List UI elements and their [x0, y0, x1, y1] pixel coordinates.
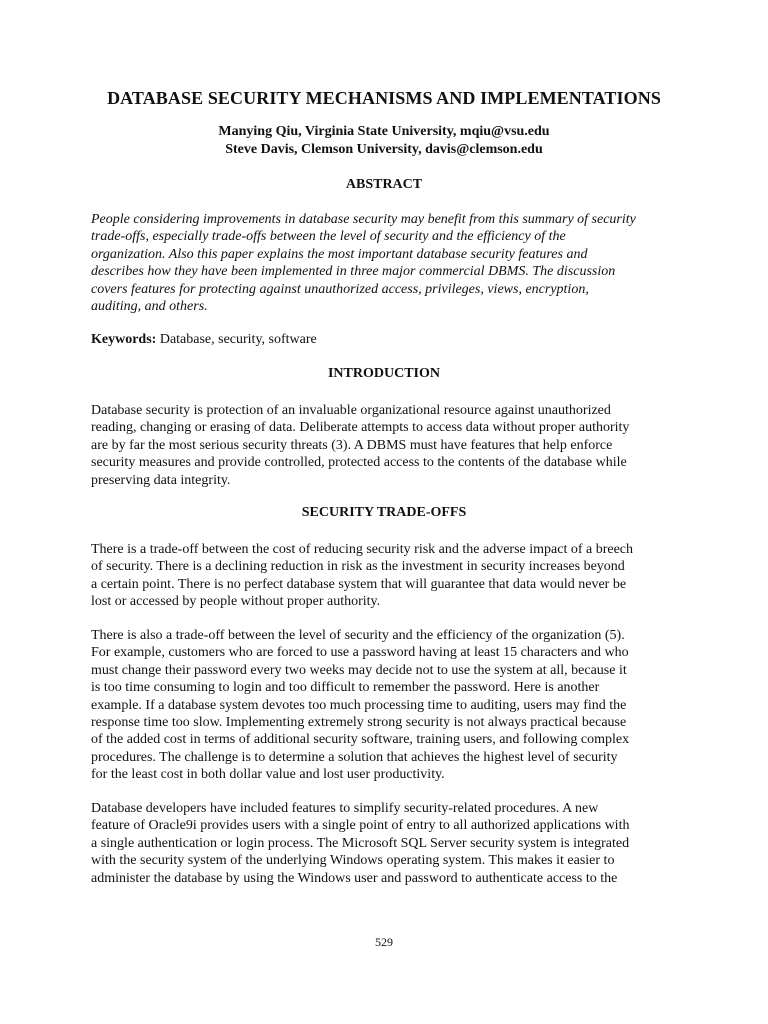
- author-line-2: Steve Davis, Clemson University, davis@clemson.edu: [225, 142, 543, 157]
- tradeoffs-paragraph-1: [91, 541, 691, 611]
- tradeoffs-line: There is a trade-off between the cost of reducing security risk and the adverse impact of a breech: [91, 542, 634, 557]
- tradeoffs-line: of the added cost in terms of additional security software, training users, and following complex: [91, 732, 630, 748]
- abstract-line: trade-offs, especially trade-offs between the level of security and the efficiency of the: [91, 229, 566, 245]
- tradeoffs-line: administer the database by using the Windows user and password to authenticate access to the: [91, 870, 618, 886]
- tradeoffs-line: Database developers have included features to simplify security-related procedures. A new: [91, 801, 599, 816]
- abstract-line: covers features for protecting against unauthorized access, privileges, views, encryption,: [91, 281, 589, 297]
- tradeoffs-line: a certain point. There is no perfect database system that will guarantee that data would never be: [91, 576, 627, 592]
- tradeoffs-line: example. If a database system devotes too much processing time to auditing, users may find the: [91, 697, 627, 713]
- paper-title: DATABASE SECURITY MECHANISMS AND IMPLEMENTATIONS: [107, 88, 661, 108]
- abstract-heading: ABSTRACT: [345, 177, 423, 192]
- tradeoffs-line: with the security system of the underlying Windows operating system. This makes it easier to: [91, 853, 615, 869]
- tradeoffs-paragraph-2: [91, 627, 691, 784]
- abstract-line: People considering improvements in database security may benefit from this summary of security: [91, 212, 636, 227]
- intro-line: are by far the most serious security threats (3). A DBMS must have features that help enforce: [91, 437, 613, 453]
- intro-line: security measures and provide controlled, protected access to the contents of the database while: [91, 455, 627, 471]
- abstract-text: [91, 211, 691, 315]
- tradeoffs-line: must change their password every two weeks may decide not to use the system at all, because it: [91, 662, 627, 678]
- abstract-line: organization. Also this paper explains the most important database security features and: [91, 246, 588, 262]
- tradeoffs-line: For example, customers who are forced to use a password having at least 15 characters and who: [91, 645, 629, 661]
- tradeoffs-paragraph-3: [91, 800, 691, 887]
- tradeoffs-line: response time too slow. Implementing extremely strong security is not always practical because: [91, 715, 627, 731]
- tradeoffs-line: is too time consuming to login and too difficult to remember the password. Here is another: [91, 680, 600, 696]
- tradeoffs-line: There is also a trade-off between the level of security and the efficiency of the organization (5).: [91, 628, 625, 643]
- keywords-value: Database, security, software: [156, 332, 317, 347]
- abstract-line: auditing, and others.: [91, 299, 208, 315]
- introduction-heading: INTRODUCTION: [327, 366, 440, 381]
- tradeoffs-line: feature of Oracle9i provides users with a single point of entry to all authorized applications with: [91, 818, 630, 834]
- tradeoffs-line: a single authentication or login process. The Microsoft SQL Server security system is integrated: [91, 835, 630, 851]
- tradeoffs-heading: SECURITY TRADE-OFFS: [301, 505, 467, 520]
- keywords-label: Keywords:: [91, 332, 157, 347]
- page-number: 529: [375, 935, 393, 949]
- author-line-1: Manying Qiu, Virginia State University, mqiu@vsu.edu: [218, 124, 550, 139]
- keywords-line: [91, 331, 691, 348]
- intro-line: preserving data integrity.: [91, 472, 231, 488]
- tradeoffs-line: of security. There is a declining reduction in risk as the investment in security increases beyond: [91, 559, 625, 575]
- abstract-line: describes how they have been implemented in three major commercial DBMS. The discussion: [91, 264, 616, 280]
- tradeoffs-line: for the least cost in both dollar value and lost user productivity.: [91, 767, 445, 783]
- tradeoffs-line: lost or accessed by people without proper authority.: [91, 594, 381, 610]
- intro-line: reading, changing or erasing of data. Deliberate attempts to access data without proper authority: [91, 420, 630, 436]
- tradeoffs-line: procedures. The challenge is to determine a solution that achieves the highest level of security: [91, 749, 618, 765]
- introduction-text: [91, 402, 691, 489]
- intro-line: Database security is protection of an invaluable organizational resource against unauthorized: [91, 403, 611, 418]
